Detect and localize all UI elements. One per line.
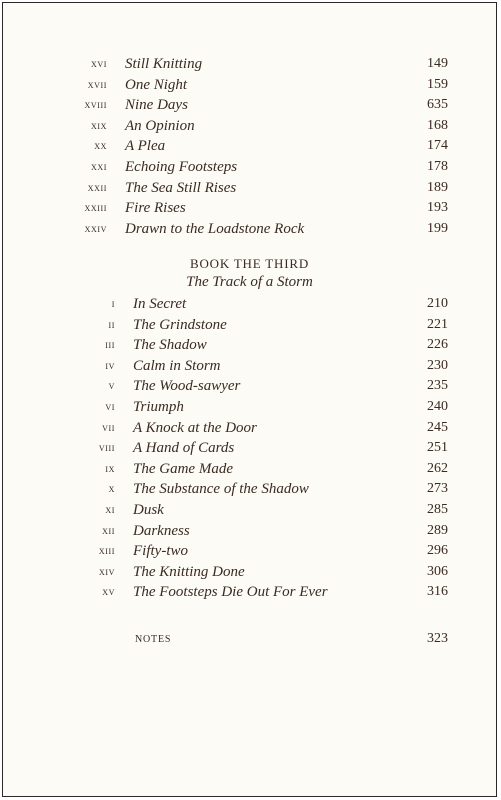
chapter-number: ix [105, 462, 115, 475]
chapter-title: Still Knitting [125, 56, 203, 72]
chapter-title: Echoing Footsteps [125, 159, 238, 175]
chapter-page-number: 178 [427, 159, 448, 174]
chapter-page-number: 240 [427, 399, 448, 414]
chapter-number: xvi [90, 58, 107, 70]
chapter-title: A Knock at the Door [133, 419, 257, 436]
chapter-title: The Shadow [133, 337, 207, 354]
notes-page-number: 323 [427, 631, 448, 646]
chapter-number: xxii [87, 181, 107, 194]
chapter-number: vii [102, 421, 115, 434]
toc-entry [3, 562, 496, 582]
chapter-number: xv [102, 586, 115, 599]
chapter-title: Drawn to the Loadstone Rock [125, 220, 305, 237]
book-page [2, 2, 497, 797]
toc-entry [3, 116, 496, 136]
chapter-title: Nine Days [125, 97, 188, 114]
toc-entry [3, 335, 496, 355]
chapter-number: ii [108, 318, 115, 331]
chapter-page-number: 285 [427, 502, 448, 517]
chapter-title: The Knitting Done [133, 563, 245, 580]
toc-entry [3, 157, 496, 177]
toc-entry [3, 54, 496, 74]
toc-entry [3, 198, 496, 218]
toc-entry [3, 541, 496, 561]
chapter-page-number: 289 [427, 522, 448, 538]
chapter-title: The Substance of the Shadow [133, 481, 309, 498]
book-three-title: BOOK THE THIRD [189, 256, 310, 271]
chapter-page-number: 210 [427, 296, 448, 311]
chapter-number: viii [98, 442, 115, 455]
chapter-title: The Footsteps Die Out For Ever [133, 584, 328, 601]
chapter-number: xiv [98, 565, 115, 578]
chapter-title: Darkness [133, 522, 190, 539]
chapter-title: Fire Rises [125, 200, 186, 217]
chapter-page-number: 221 [427, 316, 448, 332]
toc-entry [3, 315, 496, 335]
chapter-page-number: 168 [427, 117, 448, 133]
chapter-page-number: 296 [427, 543, 448, 559]
chapter-title: Fifty-two [133, 543, 188, 560]
toc-entry [3, 376, 496, 396]
chapter-page-number: 230 [427, 357, 448, 373]
chapter-number: xxi [90, 161, 107, 173]
chapter-title: Dusk [133, 502, 164, 518]
toc-entry [3, 356, 496, 376]
chapter-page-number: 226 [427, 337, 448, 353]
chapter-title: Triumph [133, 399, 184, 415]
chapter-title: A Hand of Cards [133, 440, 235, 457]
chapter-number: xii [102, 524, 115, 537]
chapter-number: iv [105, 359, 115, 372]
toc-entry [3, 418, 496, 438]
chapter-page-number: 251 [427, 440, 448, 456]
chapter-title: Calm in Storm [133, 357, 221, 374]
chapter-page-number: 245 [427, 419, 448, 435]
toc-entry [3, 397, 496, 417]
toc-entry [3, 75, 496, 95]
chapter-title: In Secret [133, 296, 187, 312]
chapter-number: iii [105, 339, 115, 352]
notes-label: NOTES [135, 634, 172, 645]
toc-entry [3, 136, 496, 156]
chapter-number: xx [94, 140, 107, 153]
chapter-number: xxiii [84, 202, 107, 215]
chapter-number: xviii [84, 99, 107, 112]
toc-entry [3, 521, 496, 541]
toc-entry [3, 479, 496, 499]
chapter-number: xix [90, 119, 107, 132]
chapter-number: i [111, 298, 115, 310]
chapter-page-number: 189 [427, 179, 448, 195]
chapter-page-number: 174 [427, 138, 448, 154]
toc-entry [3, 582, 496, 602]
chapter-page-number: 262 [427, 460, 448, 476]
chapter-page-number: 635 [427, 97, 448, 113]
toc-entry [3, 178, 496, 198]
chapter-page-number: 306 [427, 563, 448, 579]
chapter-page-number: 273 [427, 481, 448, 497]
book-three-subtitle: The Track of a Storm [186, 274, 313, 290]
chapter-page-number: 193 [427, 200, 448, 216]
chapter-number: xvii [87, 78, 107, 91]
chapter-number: xiii [98, 545, 115, 558]
chapter-title: One Night [125, 76, 188, 93]
chapter-number: x [108, 483, 115, 496]
toc-entry [3, 500, 496, 520]
chapter-number: v [108, 380, 115, 393]
chapter-page-number: 199 [427, 220, 448, 236]
toc-entry [3, 459, 496, 479]
chapter-title: The Game Made [133, 460, 233, 477]
chapter-number: xi [105, 504, 115, 516]
toc-entry [3, 294, 496, 314]
chapter-page-number: 235 [427, 378, 448, 394]
chapter-title: A Plea [125, 138, 166, 155]
chapter-title: The Sea Still Rises [125, 179, 237, 196]
toc-entry [3, 95, 496, 115]
toc-entry [3, 438, 496, 458]
chapter-title: The Wood-sawyer [133, 378, 241, 395]
chapter-number: xxiv [84, 222, 107, 235]
chapter-page-number: 149 [427, 56, 448, 71]
chapter-number: vi [105, 401, 115, 413]
chapter-page-number: 159 [427, 76, 448, 92]
chapter-title: An Opinion [125, 117, 195, 134]
toc-entry [3, 219, 496, 239]
chapter-page-number: 316 [427, 584, 448, 600]
chapter-title: The Grindstone [133, 316, 227, 333]
